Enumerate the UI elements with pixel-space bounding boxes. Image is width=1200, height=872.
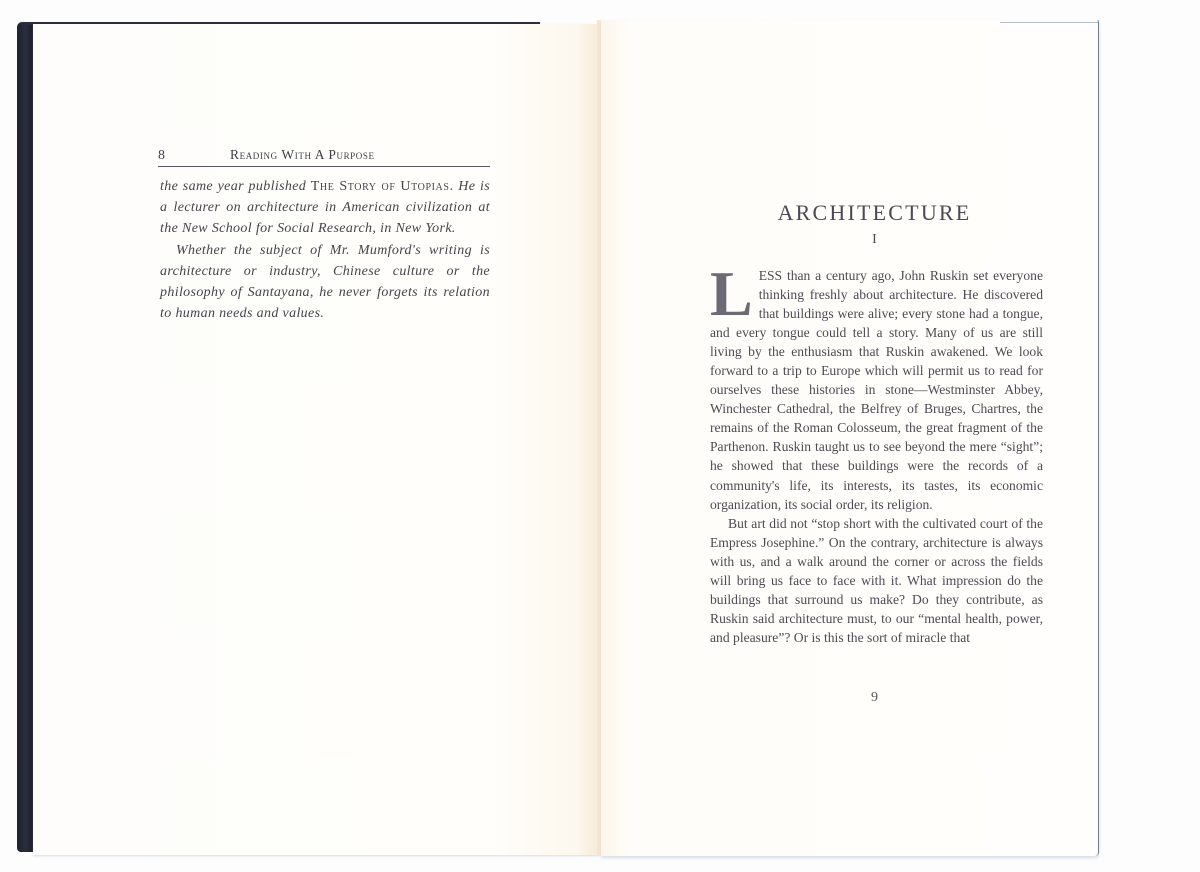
- right-page-text: [710, 258, 1043, 647]
- left-paragraph-2: Whether the subject of Mr. Mumford's writing is architecture or industry, Chinese culture or the philosophy of Santayana, he never forgets its relation to human needs and values.: [160, 242, 490, 322]
- chapter-title: ARCHITECTURE: [777, 200, 972, 225]
- left-page-number: 8: [158, 148, 165, 163]
- right-paragraph-2: But art did not “stop short with the cultivated court of the Empress Josephine.” On the contrary, architecture is always with us, and a walk around the corner or across the fields will bring us face to face with it. What impression do the buildings that surround us make? Do they contribute, as Ruskin said architecture must, to our “mental health, power, and pleasure”? Or is this the sort of miracle that: [710, 515, 1043, 645]
- right-paragraph-1: [710, 258, 1043, 514]
- book-cover-edge: [17, 22, 33, 852]
- running-head-title: Reading With A Purpose: [230, 147, 375, 162]
- running-head: [158, 147, 490, 167]
- left-paragraph-1-seg-3: He is a lecturer on architecture in American civilization at the New School for Social Research, in New York.: [160, 179, 491, 237]
- drop-cap: L: [710, 258, 753, 329]
- lead-in-caps: ESS: [758, 268, 783, 283]
- page-edge-line: [1000, 22, 1098, 23]
- left-paragraph-1-seg-1: the same year published: [160, 179, 311, 194]
- right-paragraph-1-text: than a century ago, John Ruskin set everyone thinking freshly about architecture. He discovered that buildings were alive; every stone had a tongue, and every tongue could tell a story. Many of us are still living by the enthusiasm that Ruskin awakened. We look forward to a trip to Europe which will permit us to read for ourselves these histories in stone—Westminster Abbey, Winchester Cathedral, the Belfrey of Bruges, Chartres, the remains of the Roman Colosseum, the great fragment of the Parthenon. Ruskin taught us to see beyond the mere “sight”; he showed that these buildings were the records of a community's life, its interests, its tastes, its economic organization, its social order, its religion.: [710, 268, 1043, 512]
- section-number: I: [872, 232, 877, 247]
- left-paragraph-1: [160, 176, 490, 240]
- book-title-story-of-utopias: The Story of Utopias.: [310, 179, 454, 194]
- right-page-number: 9: [871, 690, 878, 705]
- left-page-text: [160, 176, 490, 324]
